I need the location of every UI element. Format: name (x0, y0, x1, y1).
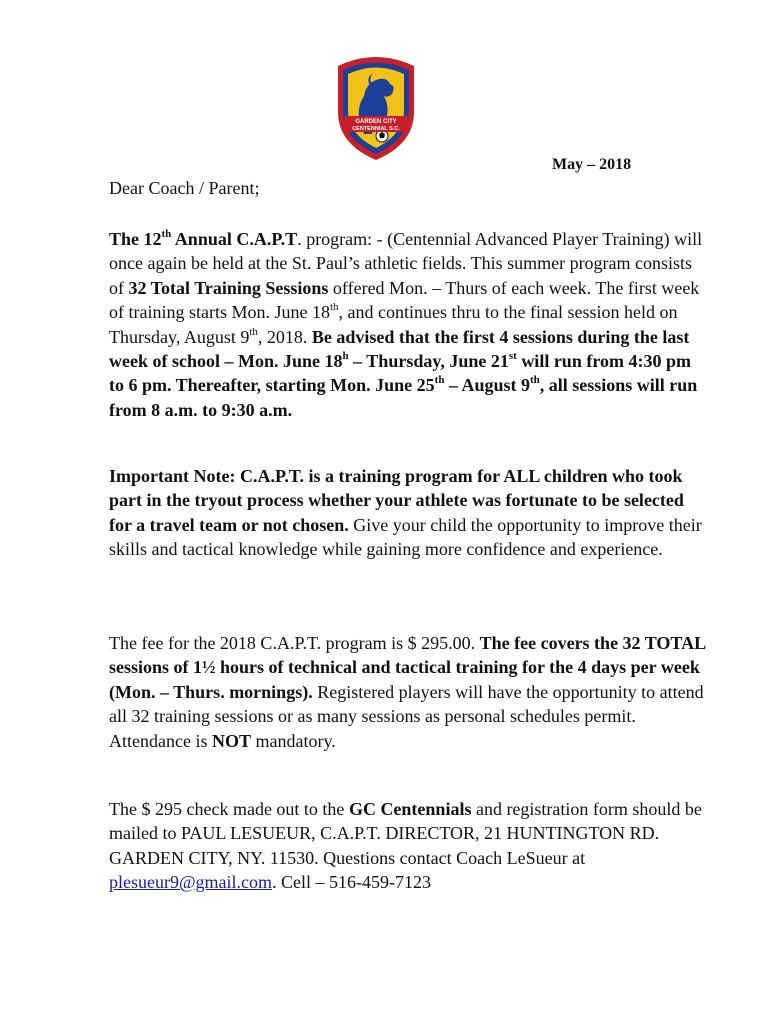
crest-text-line1: GARDEN CITY (355, 119, 397, 125)
club-crest-logo (330, 52, 422, 164)
p1-span-8: Be advised that the first 4 sessions during the last week of school – Mon. June 18 (109, 326, 690, 372)
p1-sup-6: th (249, 325, 258, 338)
p4-span-3: and registration form should be mailed to PAUL LESUEUR, C.A.P.T. DIRECTOR, 21 HUNTINGTON RD. GARDEN CITY, NY. 11530. Questions contact Coach LeSueur at (109, 799, 702, 868)
paragraph-fee (109, 631, 709, 753)
p1-span-1: The 12 (109, 229, 162, 249)
p1-sup-9: st (508, 350, 517, 363)
p1-span-6: , and continues thru to the final session held on Thursday, August 9 (109, 302, 678, 347)
p3-span-5: mandatory. (250, 730, 336, 751)
p4-span-4: . Cell – 516-459-7123 (272, 872, 432, 893)
p1-span-7: , 2018. (257, 326, 312, 347)
p2-normal: Give your child the opportunity to improve their skills and tactical knowledge while gaining more confidence and experience. (109, 514, 702, 560)
p1-span-10: will run from 4:30 pm to 6 pm. Thereafter, starting Mon. June 25 (109, 351, 691, 396)
p1-sup-11: th (529, 374, 540, 387)
p1-span-5: offered Mon. – Thurs of each week. The first week of training starts Mon. June 18 (109, 277, 700, 323)
p3-span-2: The fee covers the 32 TOTAL sessions of 1½ hours of technical and tactical training for the 4 days per week (Mon. – Thurs. mornings). (109, 633, 706, 702)
p3-span-4: NOT (211, 730, 251, 751)
p4-span-2: GC Centennials (348, 799, 472, 819)
p1-sup-10: th (434, 374, 445, 387)
p1-span-9: – Thursday, June 21 (348, 351, 509, 372)
paragraph-program-intro (109, 227, 709, 422)
p1-span-11: – August 9 (444, 375, 530, 396)
p1-sup-1: th (161, 228, 172, 240)
crest-text-line2: CENTENNIAL S.C. (352, 126, 400, 132)
p3-span-1: The fee for the 2018 C.A.P.T. program is $ 295.00. (109, 633, 480, 653)
p4-span-1: The $ 295 check made out to the (109, 799, 349, 819)
email-link[interactable]: plesueur9@gmail.com (109, 872, 273, 893)
p2-bold: Important Note: C.A.P.T. is a training program for ALL children who took part in the tryout process whether your athlete was fortunate to be selected for a travel team or not chosen. (109, 466, 684, 535)
paragraph-important-note (109, 464, 709, 562)
p1-span-12: , all sessions will run from 8 a.m. to 9:30 a.m. (109, 375, 698, 420)
p1-sup-5: th (329, 301, 339, 314)
letter-date: May – 2018 (552, 156, 632, 173)
greeting: Dear Coach / Parent; (109, 178, 260, 198)
p1-span-3: . program: - (Centennial Advanced Player Training) will once again be held at the St. Paul’s athletic fields. This summer program consists of (109, 229, 703, 298)
p1-span-2: Annual C.A.P.T (171, 229, 298, 249)
p1-sup-8: h (342, 350, 349, 363)
p3-span-3: Registered players will have the opportunity to attend all 32 training sessions or as many sessions as personal schedules permit. Attendance is (109, 681, 704, 751)
paragraph-payment-contact (109, 797, 709, 895)
p1-span-4: 32 Total Training Sessions (128, 277, 329, 298)
